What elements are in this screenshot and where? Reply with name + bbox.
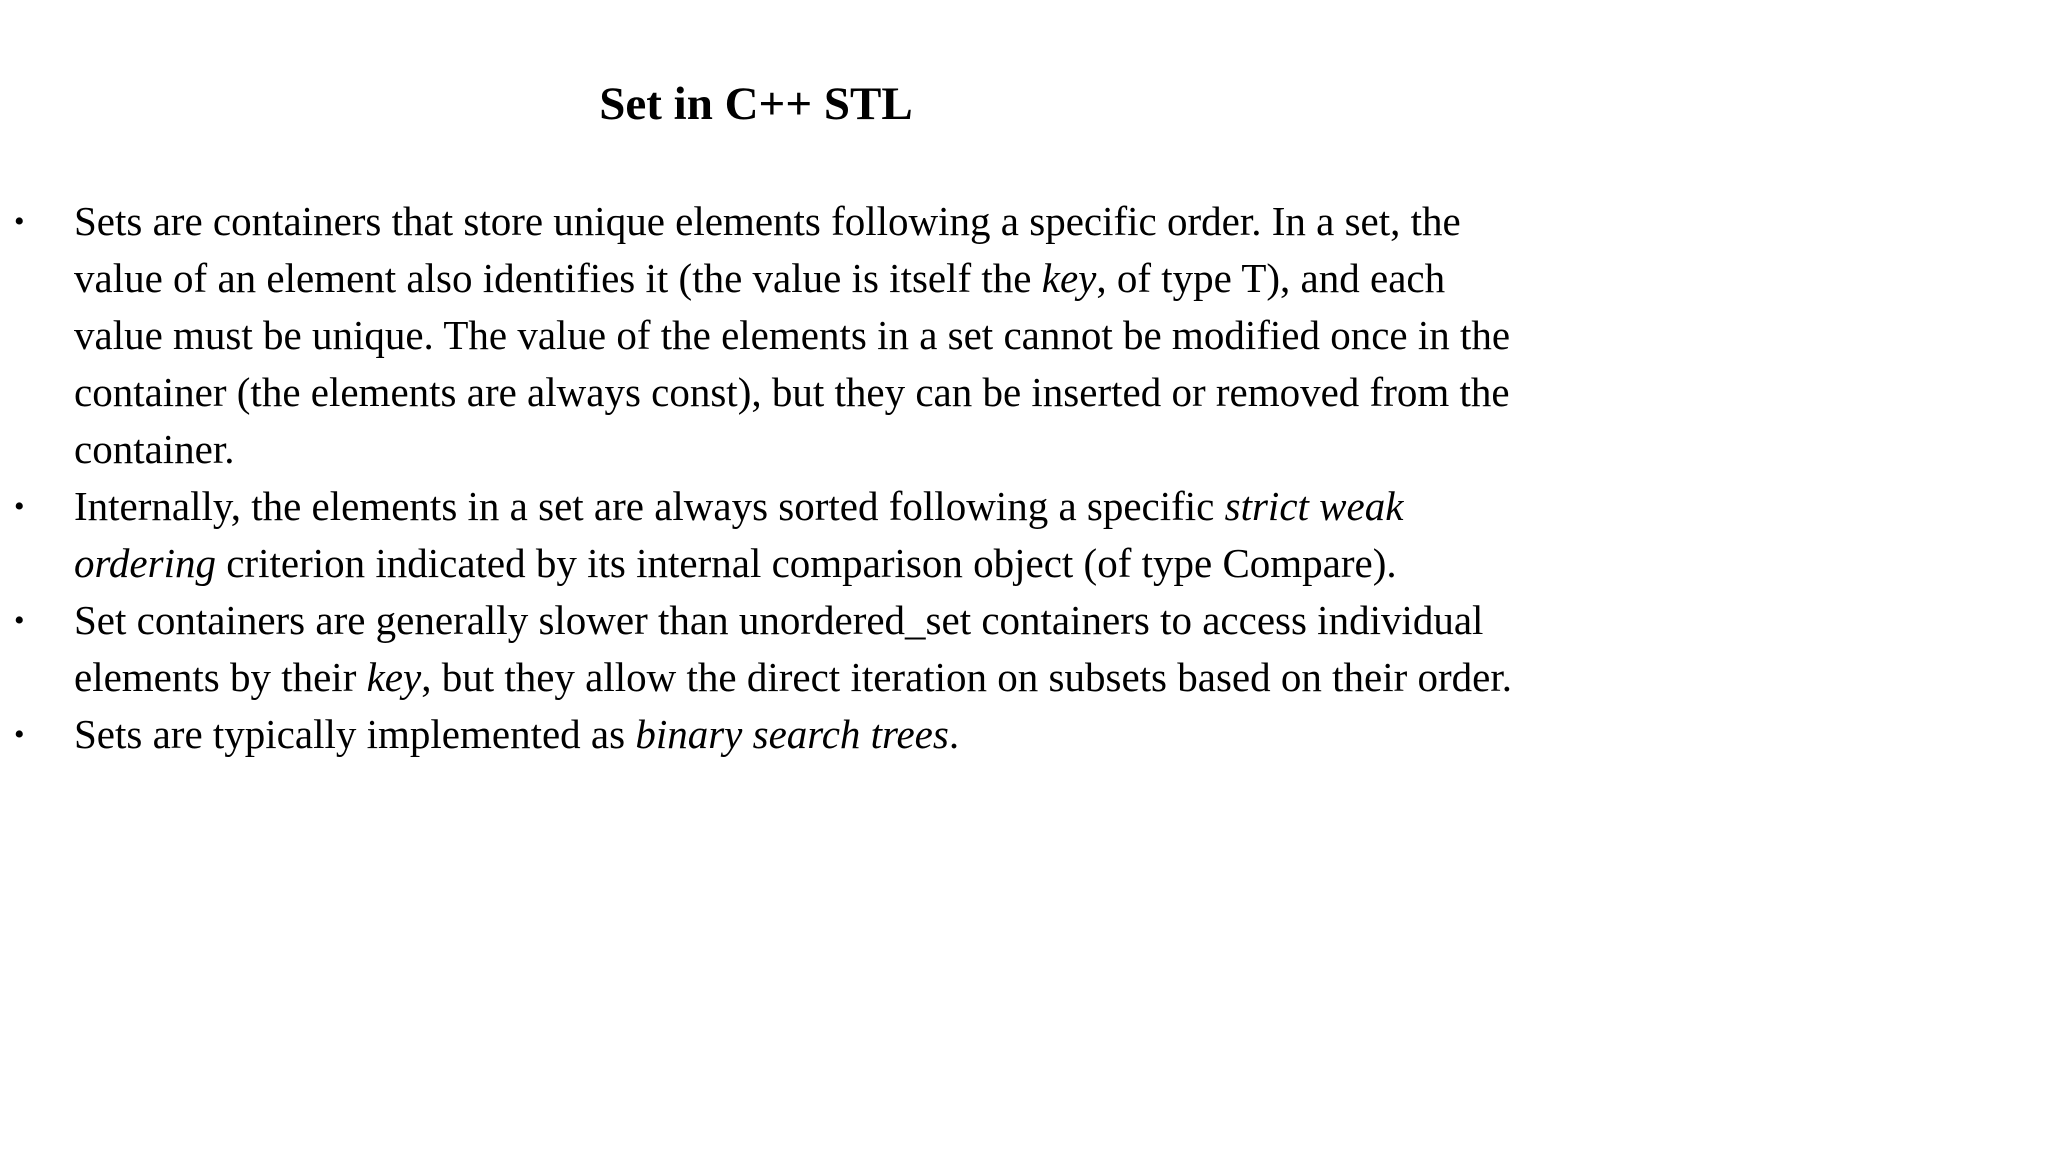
bullet-text: , but they allow the direct iteration on subsets based on their order. bbox=[421, 654, 1512, 700]
bullet-text: criterion indicated by its internal comparison object (of type Compare). bbox=[215, 540, 1397, 586]
bullet-emphasis: key bbox=[1041, 255, 1097, 301]
bullet-emphasis: strict weak ordering bbox=[74, 483, 1404, 586]
bullet-list bbox=[0, 193, 1520, 763]
bullet-item-performance bbox=[0, 592, 1520, 706]
bullet-text: , of type T), and each value must be unique. The value of the elements in a set cannot be modified once in the container (the elements are always const), but they can be inserted or removed from the container. bbox=[74, 255, 1511, 472]
bullet-dot-icon: • bbox=[14, 718, 25, 751]
bullet-emphasis: key bbox=[366, 654, 422, 700]
bullet-dot-icon: • bbox=[14, 205, 25, 238]
bullet-text: Sets are containers that store unique elements following a specific order. In a set, the value of an element also identifies it (the value is itself the bbox=[74, 198, 1461, 301]
bullet-text: . bbox=[948, 711, 960, 757]
bullet-text: Internally, the elements in a set are always sorted following a specific bbox=[74, 483, 1225, 529]
bullet-item-ordering bbox=[0, 478, 1520, 592]
bullet-text: Set containers are generally slower than unordered_set containers to access individual elements by their bbox=[74, 597, 1484, 700]
bullet-text: Sets are typically implemented as bbox=[74, 711, 636, 757]
bullet-emphasis: binary search trees bbox=[635, 711, 949, 757]
bullet-item-implementation bbox=[0, 706, 1520, 763]
bullet-item-definition bbox=[0, 193, 1520, 478]
bullet-dot-icon: • bbox=[14, 490, 25, 523]
bullet-dot-icon: • bbox=[14, 604, 25, 637]
slide-title: Set in C++ STL bbox=[599, 78, 913, 130]
